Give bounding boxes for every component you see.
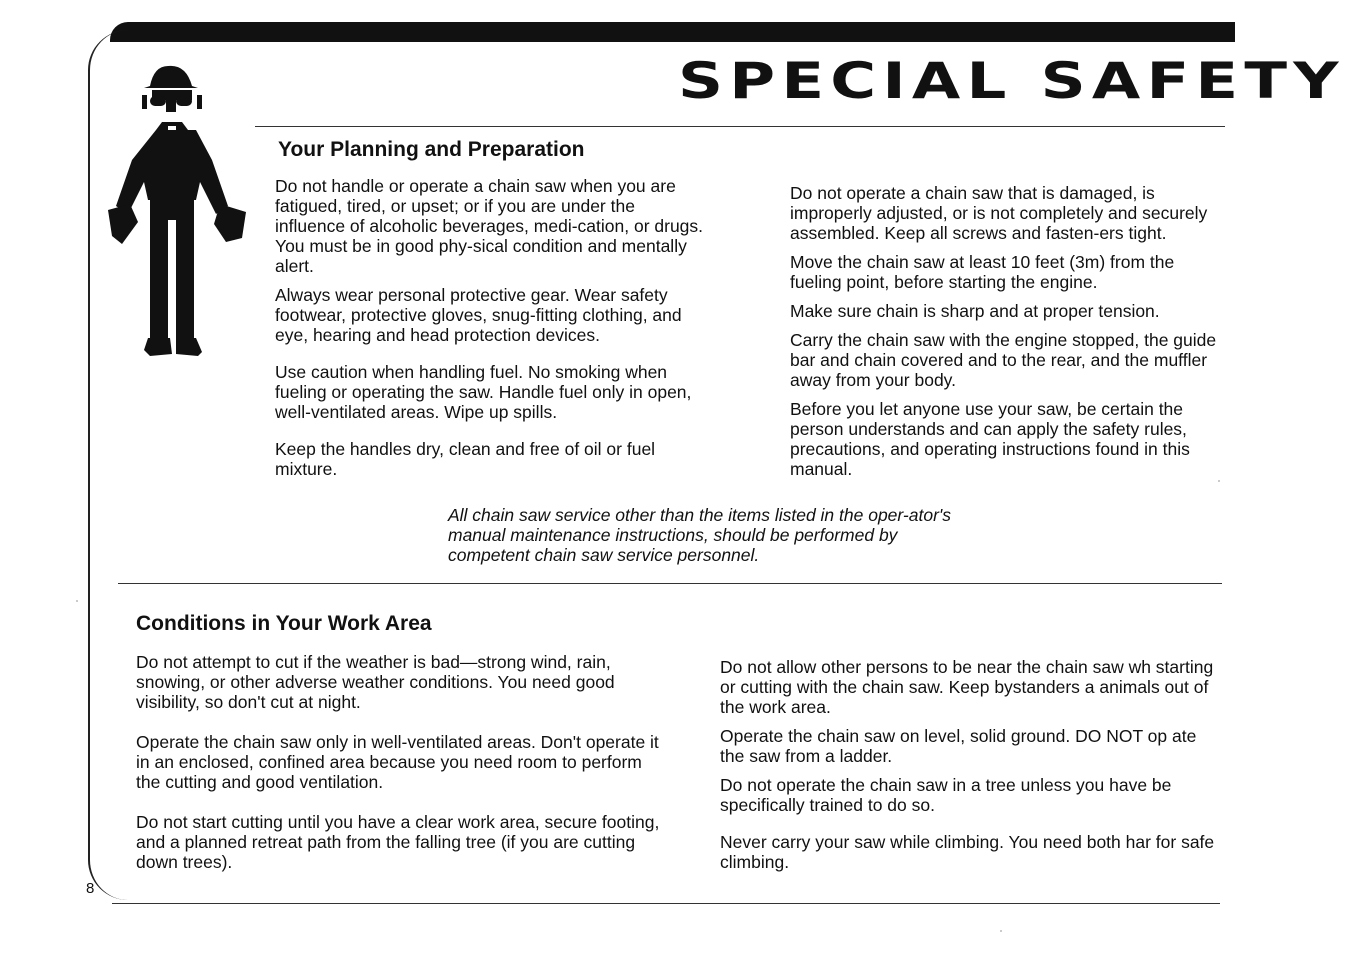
planning-left-paragraph: Use caution when handling fuel. No smoking when fueling or operating the saw. Handle fuel only in open, well-ventilated areas. Wipe up spills. xyxy=(275,362,692,422)
work-area-left-paragraph: Operate the chain saw only in well-ventilated areas. Don't operate it in an enclosed, confined area because you need room to perform the cutting and good ventilation. xyxy=(136,732,659,792)
planning-heading: Your Planning and Preparation xyxy=(278,138,585,161)
work-area-left-column xyxy=(136,652,668,881)
planning-right-paragraph: Move the chain saw at least 10 feet (3m) from the fueling point, before starting the engine. xyxy=(790,252,1175,292)
section-divider xyxy=(118,583,1222,584)
planning-left-column xyxy=(275,176,707,488)
safety-dressed-operator-icon xyxy=(100,64,250,364)
work-area-left-paragraph: Do not start cutting until you have a clear work area, secure footing, and a planned retreat path from the falling tree (if you are cutting down trees). xyxy=(136,812,660,872)
scan-speck xyxy=(76,600,78,602)
planning-left-paragraph: Do not handle or operate a chain saw when you are fatigued, tired, or upset; or if you are under the influence of alcoholic beverages, medi-cation, or drugs. You must be in good phy-sical condition and mentally alert. xyxy=(275,176,704,276)
scan-speck xyxy=(1000,930,1002,932)
scan-speck xyxy=(1218,480,1220,482)
work-area-right-column xyxy=(720,657,1225,881)
work-area-heading: Conditions in Your Work Area xyxy=(136,612,432,635)
work-area-right-paragraph: Do not operate the chain saw in a tree unless you have be specifically trained to do so. xyxy=(720,775,1172,815)
header-bar xyxy=(110,22,1235,42)
page-number: 8 xyxy=(86,880,95,897)
planning-right-paragraph: Make sure chain is sharp and at proper tension. xyxy=(790,301,1160,321)
service-note: All chain saw service other than the items listed in the oper-ator's manual maintenance instructions, should be performed by competent chain saw service personnel. xyxy=(448,505,951,565)
work-area-right-paragraph: Do not allow other persons to be near the chain saw wh starting or cutting with the chain saw. Keep bystanders a animals out of the work area. xyxy=(720,657,1214,717)
work-area-left-paragraph: Do not attempt to cut if the weather is bad—strong wind, rain, snowing, or other adverse weather conditions. You need good visibility, so don't cut at night. xyxy=(136,652,615,712)
planning-right-paragraph: Carry the chain saw with the engine stopped, the guide bar and chain covered and to the rear, and the muffler away from your body. xyxy=(790,330,1217,390)
planning-left-paragraph: Keep the handles dry, clean and free of oil or fuel mixture. xyxy=(275,439,656,479)
bottom-rule xyxy=(112,903,1220,904)
planning-right-paragraph: Before you let anyone use your saw, be certain the person understands and can apply the safety rules, precautions, and operating instructions found in this manual. xyxy=(790,399,1190,479)
planning-left-paragraph: Always wear personal protective gear. Wear safety footwear, protective gloves, snug-fitting clothing, and eye, hearing and head protection devices. xyxy=(275,285,682,345)
title-divider xyxy=(255,126,1225,127)
page-title: SPECIAL SAFETY xyxy=(678,52,1345,110)
planning-right-paragraph: Do not operate a chain saw that is damaged, is improperly adjusted, or is not completely and securely assembled. Keep all screws and fasten-ers tight. xyxy=(790,183,1208,243)
work-area-right-paragraph: Operate the chain saw on level, solid ground. DO NOT op ate the saw from a ladder. xyxy=(720,726,1197,766)
planning-right-column xyxy=(790,183,1220,488)
work-area-right-paragraph: Never carry your saw while climbing. You need both har for safe climbing. xyxy=(720,832,1215,872)
